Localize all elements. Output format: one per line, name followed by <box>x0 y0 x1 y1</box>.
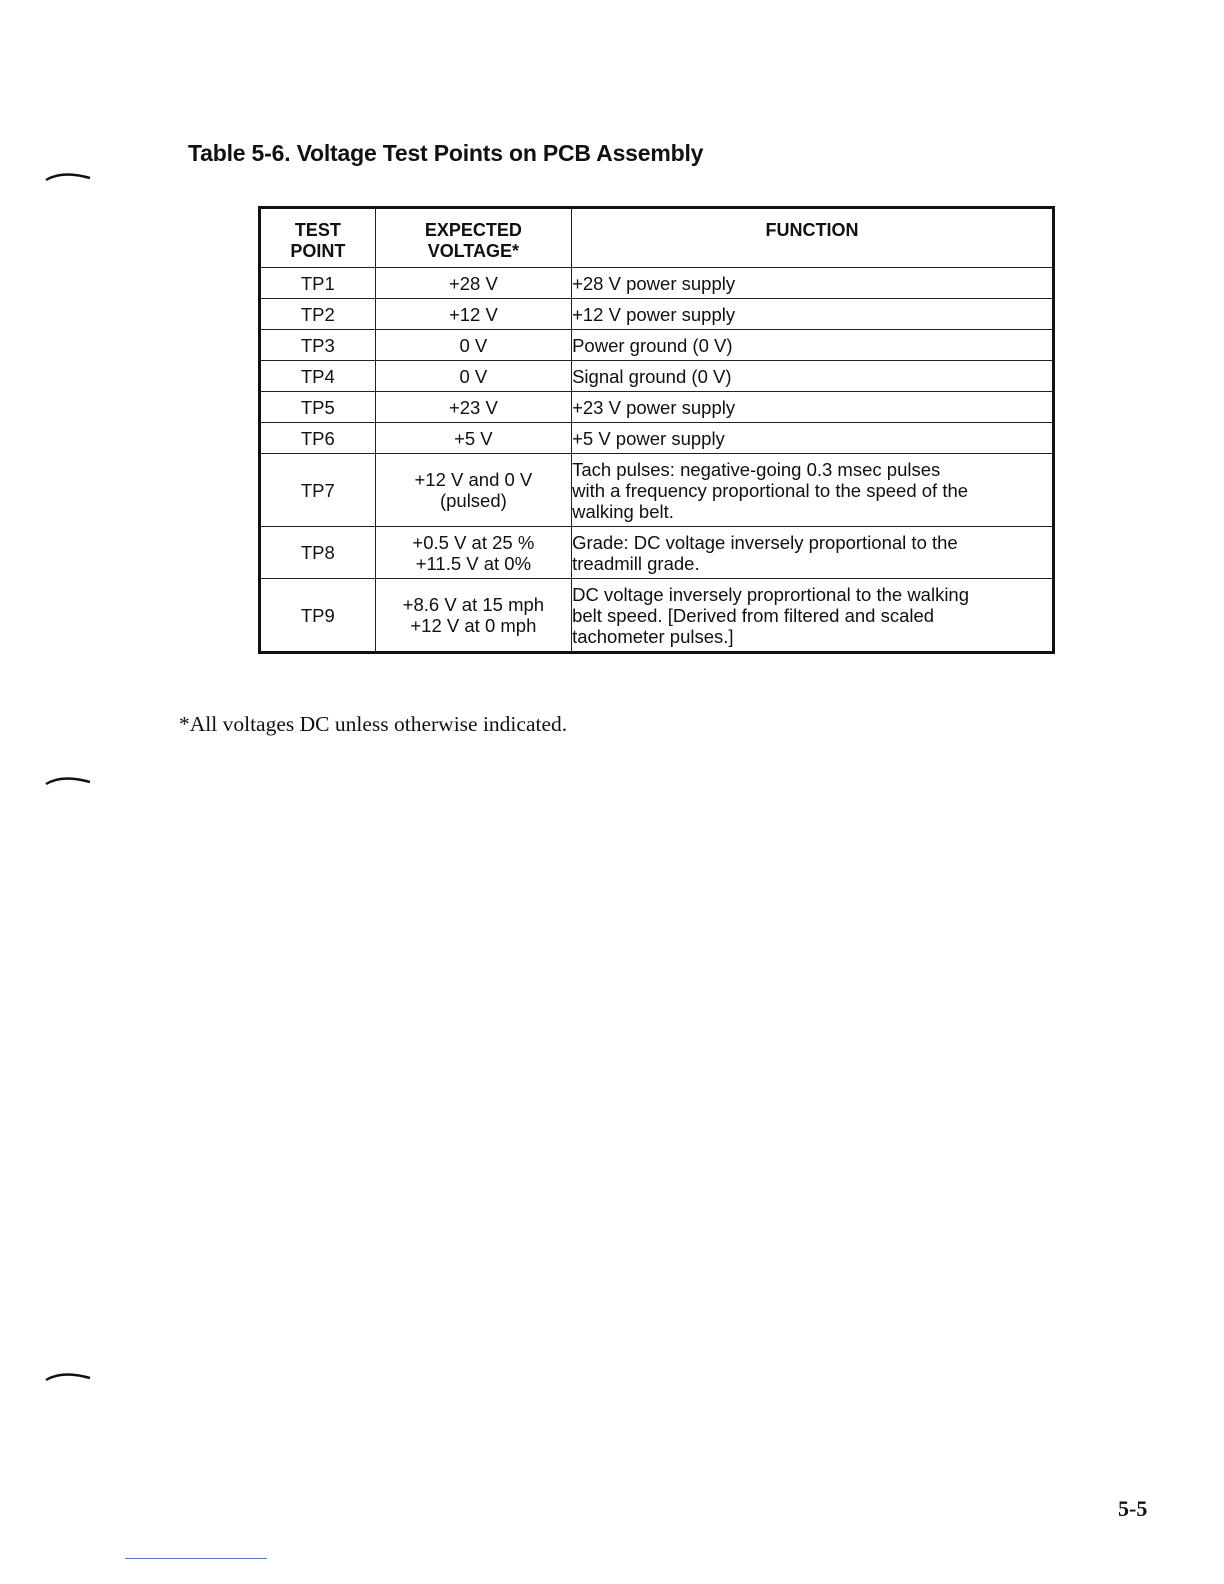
header-text: POINT <box>290 241 346 261</box>
test-point-cell: TP6 <box>260 423 376 454</box>
binder-mark <box>44 1370 92 1384</box>
voltage-cell: +28 V <box>375 268 571 299</box>
bottom-rule <box>125 1558 267 1559</box>
test-point-cell: TP8 <box>260 527 376 579</box>
function-line: with a frequency proportional to the speed of the <box>572 479 969 501</box>
table-row <box>260 454 1054 527</box>
voltage-cell: +5 V <box>375 423 571 454</box>
test-point-cell: TP7 <box>260 454 376 527</box>
function-line: Tach pulses: negative-going 0.3 msec pulses <box>572 458 941 480</box>
voltage-line: +0.5 V at 25 % <box>412 531 535 553</box>
function-cell: +5 V power supply <box>572 423 1054 454</box>
voltage-cell: 0 V <box>375 361 571 392</box>
function-line: Grade: DC voltage inversely proportional to the <box>572 531 958 553</box>
header-text: FUNCTION <box>765 220 859 240</box>
table-header-row <box>260 208 1054 268</box>
header-text: TEST <box>294 220 341 240</box>
voltage-line: +11.5 V at 0% <box>415 552 532 574</box>
voltage-cell <box>375 579 571 653</box>
test-point-cell: TP9 <box>260 579 376 653</box>
table-row <box>260 299 1054 330</box>
test-point-cell: TP2 <box>260 299 376 330</box>
table-row <box>260 527 1054 579</box>
function-cell: +12 V power supply <box>572 299 1054 330</box>
header-test-point <box>260 208 376 268</box>
voltage-line: +12 V and 0 V <box>414 469 533 490</box>
function-cell <box>572 527 1054 579</box>
voltage-cell: +12 V <box>375 299 571 330</box>
test-point-cell: TP3 <box>260 330 376 361</box>
voltage-cell: 0 V <box>375 330 571 361</box>
table-row <box>260 579 1054 653</box>
test-point-cell: TP5 <box>260 392 376 423</box>
header-text: EXPECTED <box>424 220 522 240</box>
header-function <box>572 208 1054 268</box>
voltage-cell <box>375 527 571 579</box>
function-cell: +23 V power supply <box>572 392 1054 423</box>
voltage-line: +12 V at 0 mph <box>410 615 537 636</box>
function-line: DC voltage inversely proprortional to the walking <box>572 583 970 605</box>
binder-mark <box>44 170 92 184</box>
table-title: Table 5-6. Voltage Test Points on PCB Assembly <box>188 140 704 166</box>
function-line: treadmill grade. <box>572 552 700 574</box>
function-cell: +28 V power supply <box>572 268 1054 299</box>
function-line: walking belt. <box>572 500 674 522</box>
voltage-test-points-table <box>258 206 1055 654</box>
function-line: belt speed. [Derived from filtered and scaled <box>572 604 935 626</box>
test-point-cell: TP4 <box>260 361 376 392</box>
header-expected-voltage <box>375 208 571 268</box>
function-cell <box>572 454 1054 527</box>
table-row <box>260 268 1054 299</box>
function-line: tachometer pulses.] <box>572 625 734 647</box>
table-footnote: *All voltages DC unless otherwise indicated. <box>179 712 568 736</box>
function-cell: Power ground (0 V) <box>572 330 1054 361</box>
voltage-cell: +23 V <box>375 392 571 423</box>
table-row <box>260 330 1054 361</box>
voltage-line: (pulsed) <box>439 490 507 511</box>
voltage-cell <box>375 454 571 527</box>
function-cell <box>572 579 1054 653</box>
table-row <box>260 392 1054 423</box>
function-cell: Signal ground (0 V) <box>572 361 1054 392</box>
header-text: VOLTAGE* <box>427 241 520 261</box>
binder-mark <box>44 774 92 788</box>
page-number: 5-5 <box>1118 1496 1148 1521</box>
test-point-cell: TP1 <box>260 268 376 299</box>
table-row <box>260 423 1054 454</box>
table-row <box>260 361 1054 392</box>
voltage-line: +8.6 V at 15 mph <box>402 594 545 615</box>
